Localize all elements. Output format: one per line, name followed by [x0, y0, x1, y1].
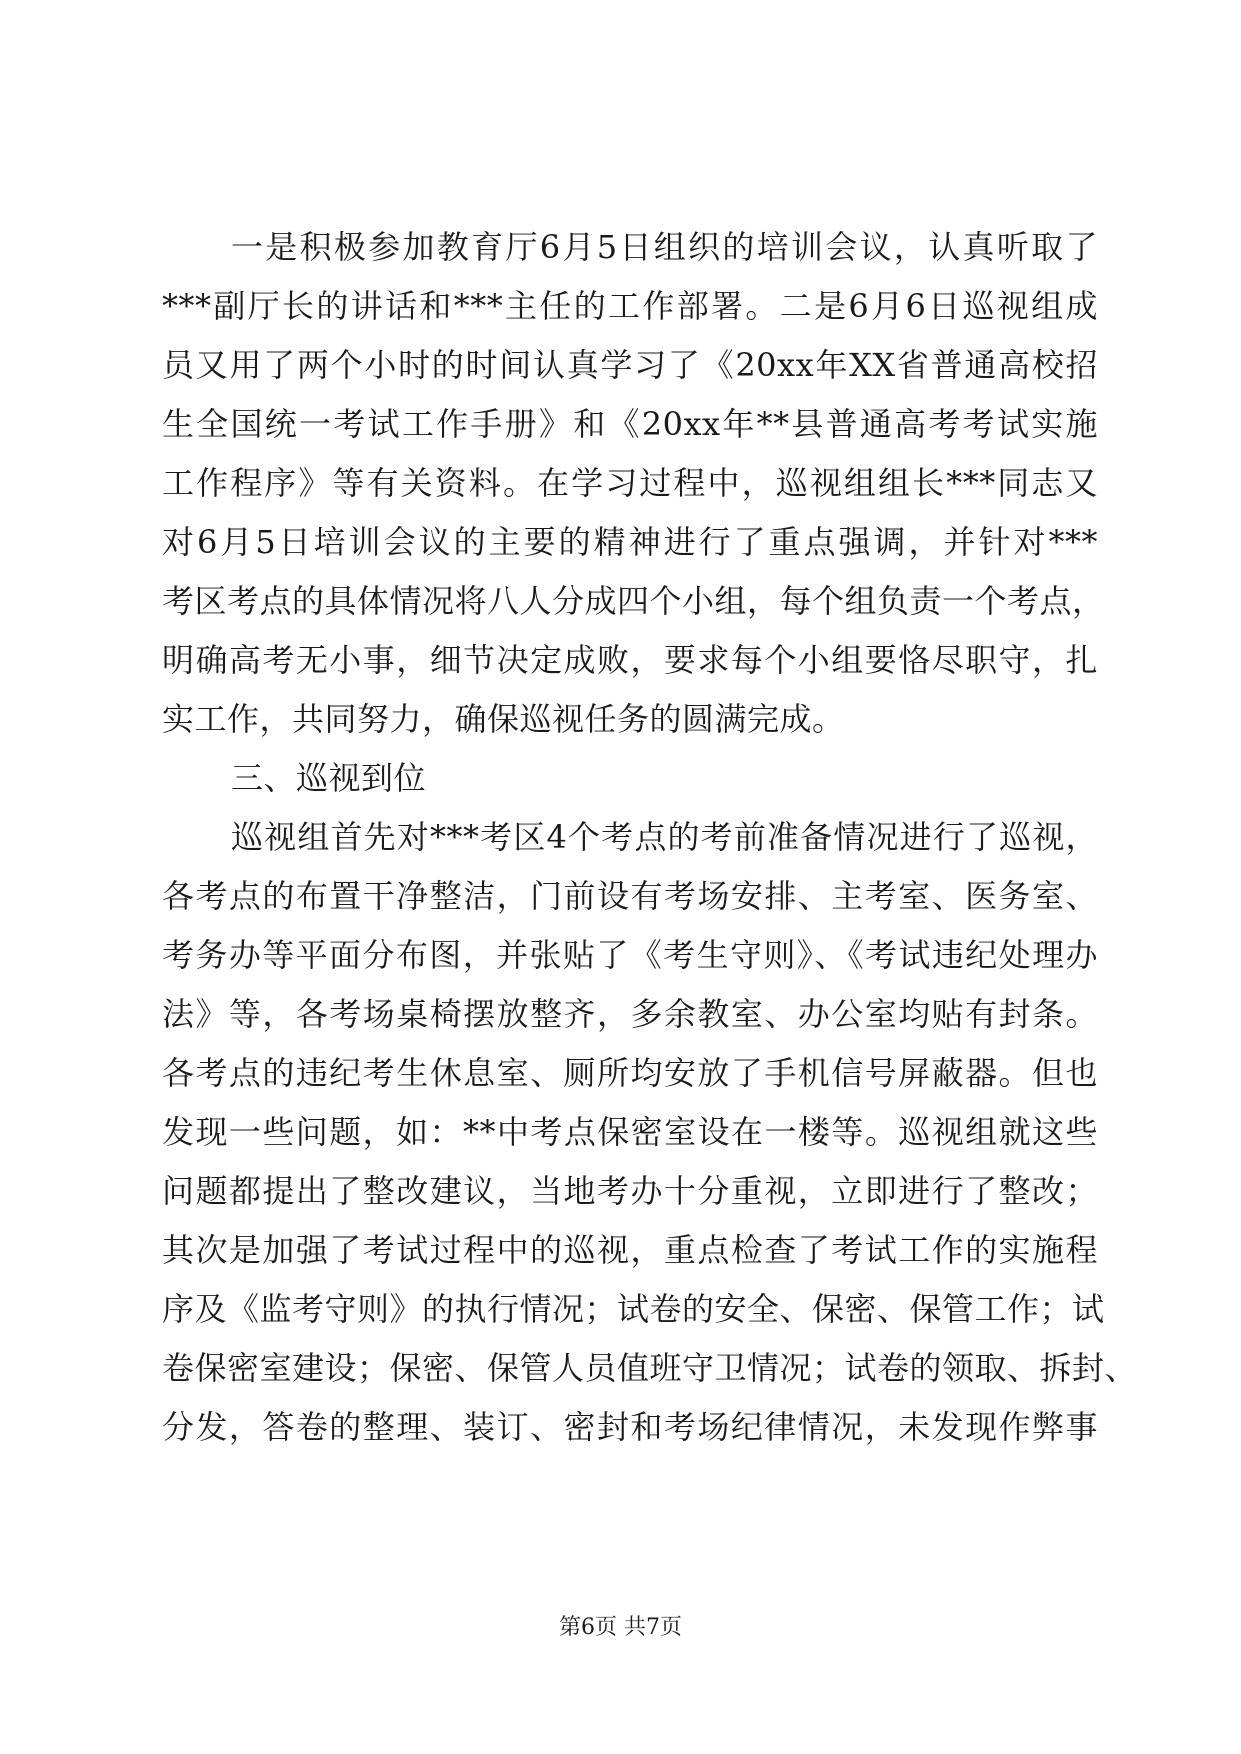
text-line: 发现一些问题，如：**中考点保密室设在一楼等。巡视组就这些	[162, 1113, 1098, 1151]
text-line: 明确高考无小事，细节决定成败，要求每个小组要恪尽职守，扎	[162, 641, 1098, 679]
text-line: 各考点的违纪考生休息室、厕所均安放了手机信号屏蔽器。但也	[162, 1054, 1098, 1092]
text-line: 生全国统一考试工作手册》和《20xx年**县普通高考考试实施	[162, 405, 1098, 443]
text-line: 序及《监考守则》的执行情况；试卷的安全、保密、保管工作；试	[162, 1290, 1105, 1328]
paragraph-3	[162, 808, 1138, 1457]
text-line: 考务办等平面分布图，并张贴了《考生守则》、《考试违纪处理办	[162, 936, 1098, 974]
text-line: 问题都提出了整改建议，当地考办十分重视，立即进行了整改；	[162, 1172, 1098, 1210]
text-line: 员又用了两个小时的时间认真学习了《20xx年XX省普通高校招	[162, 346, 1098, 384]
document-body	[162, 218, 1138, 1457]
text-line: 巡视组首先对***考区4个考点的考前准备情况进行了巡视，	[231, 818, 1098, 856]
text-line: 对6月5日培训会议的主要的精神进行了重点强调，并针对***	[162, 523, 1098, 561]
text-line: ***副厅长的讲话和***主任的工作部署。二是6月6日巡视组成	[162, 287, 1098, 325]
text-line: 考区考点的具体情况将八人分成四个小组，每个组负责一个考点，	[162, 582, 1105, 620]
page-number-footer: 第6页 共7页	[559, 1615, 682, 1640]
section-heading	[162, 749, 1098, 808]
text-line: 实工作，共同努力，确保巡视任务的圆满完成。	[162, 700, 845, 738]
text-line: 卷保密室建设；保密、保管人员值班守卫情况；试卷的领取、拆封、	[162, 1349, 1138, 1387]
text-line: 各考点的布置干净整洁，门前设有考场安排、主考室、医务室、	[162, 877, 1098, 915]
text-line: 法》等，各考场桌椅摆放整齐，多余教室、办公室均贴有封条。	[162, 995, 1098, 1033]
text-line: 分发，答卷的整理、装订、密封和考场纪律情况，未发现作弊事	[162, 1408, 1098, 1446]
text-line: 一是积极参加教育厅6月5日组织的培训会议，认真听取了	[231, 228, 1098, 266]
text-line: 工作程序》等有关资料。在学习过程中，巡视组组长***同志又	[162, 464, 1098, 502]
text-line: 其次是加强了考试过程中的巡视，重点检查了考试工作的实施程	[162, 1231, 1098, 1269]
section-heading-text: 三、巡视到位	[231, 759, 427, 797]
paragraph-1	[162, 218, 1105, 749]
